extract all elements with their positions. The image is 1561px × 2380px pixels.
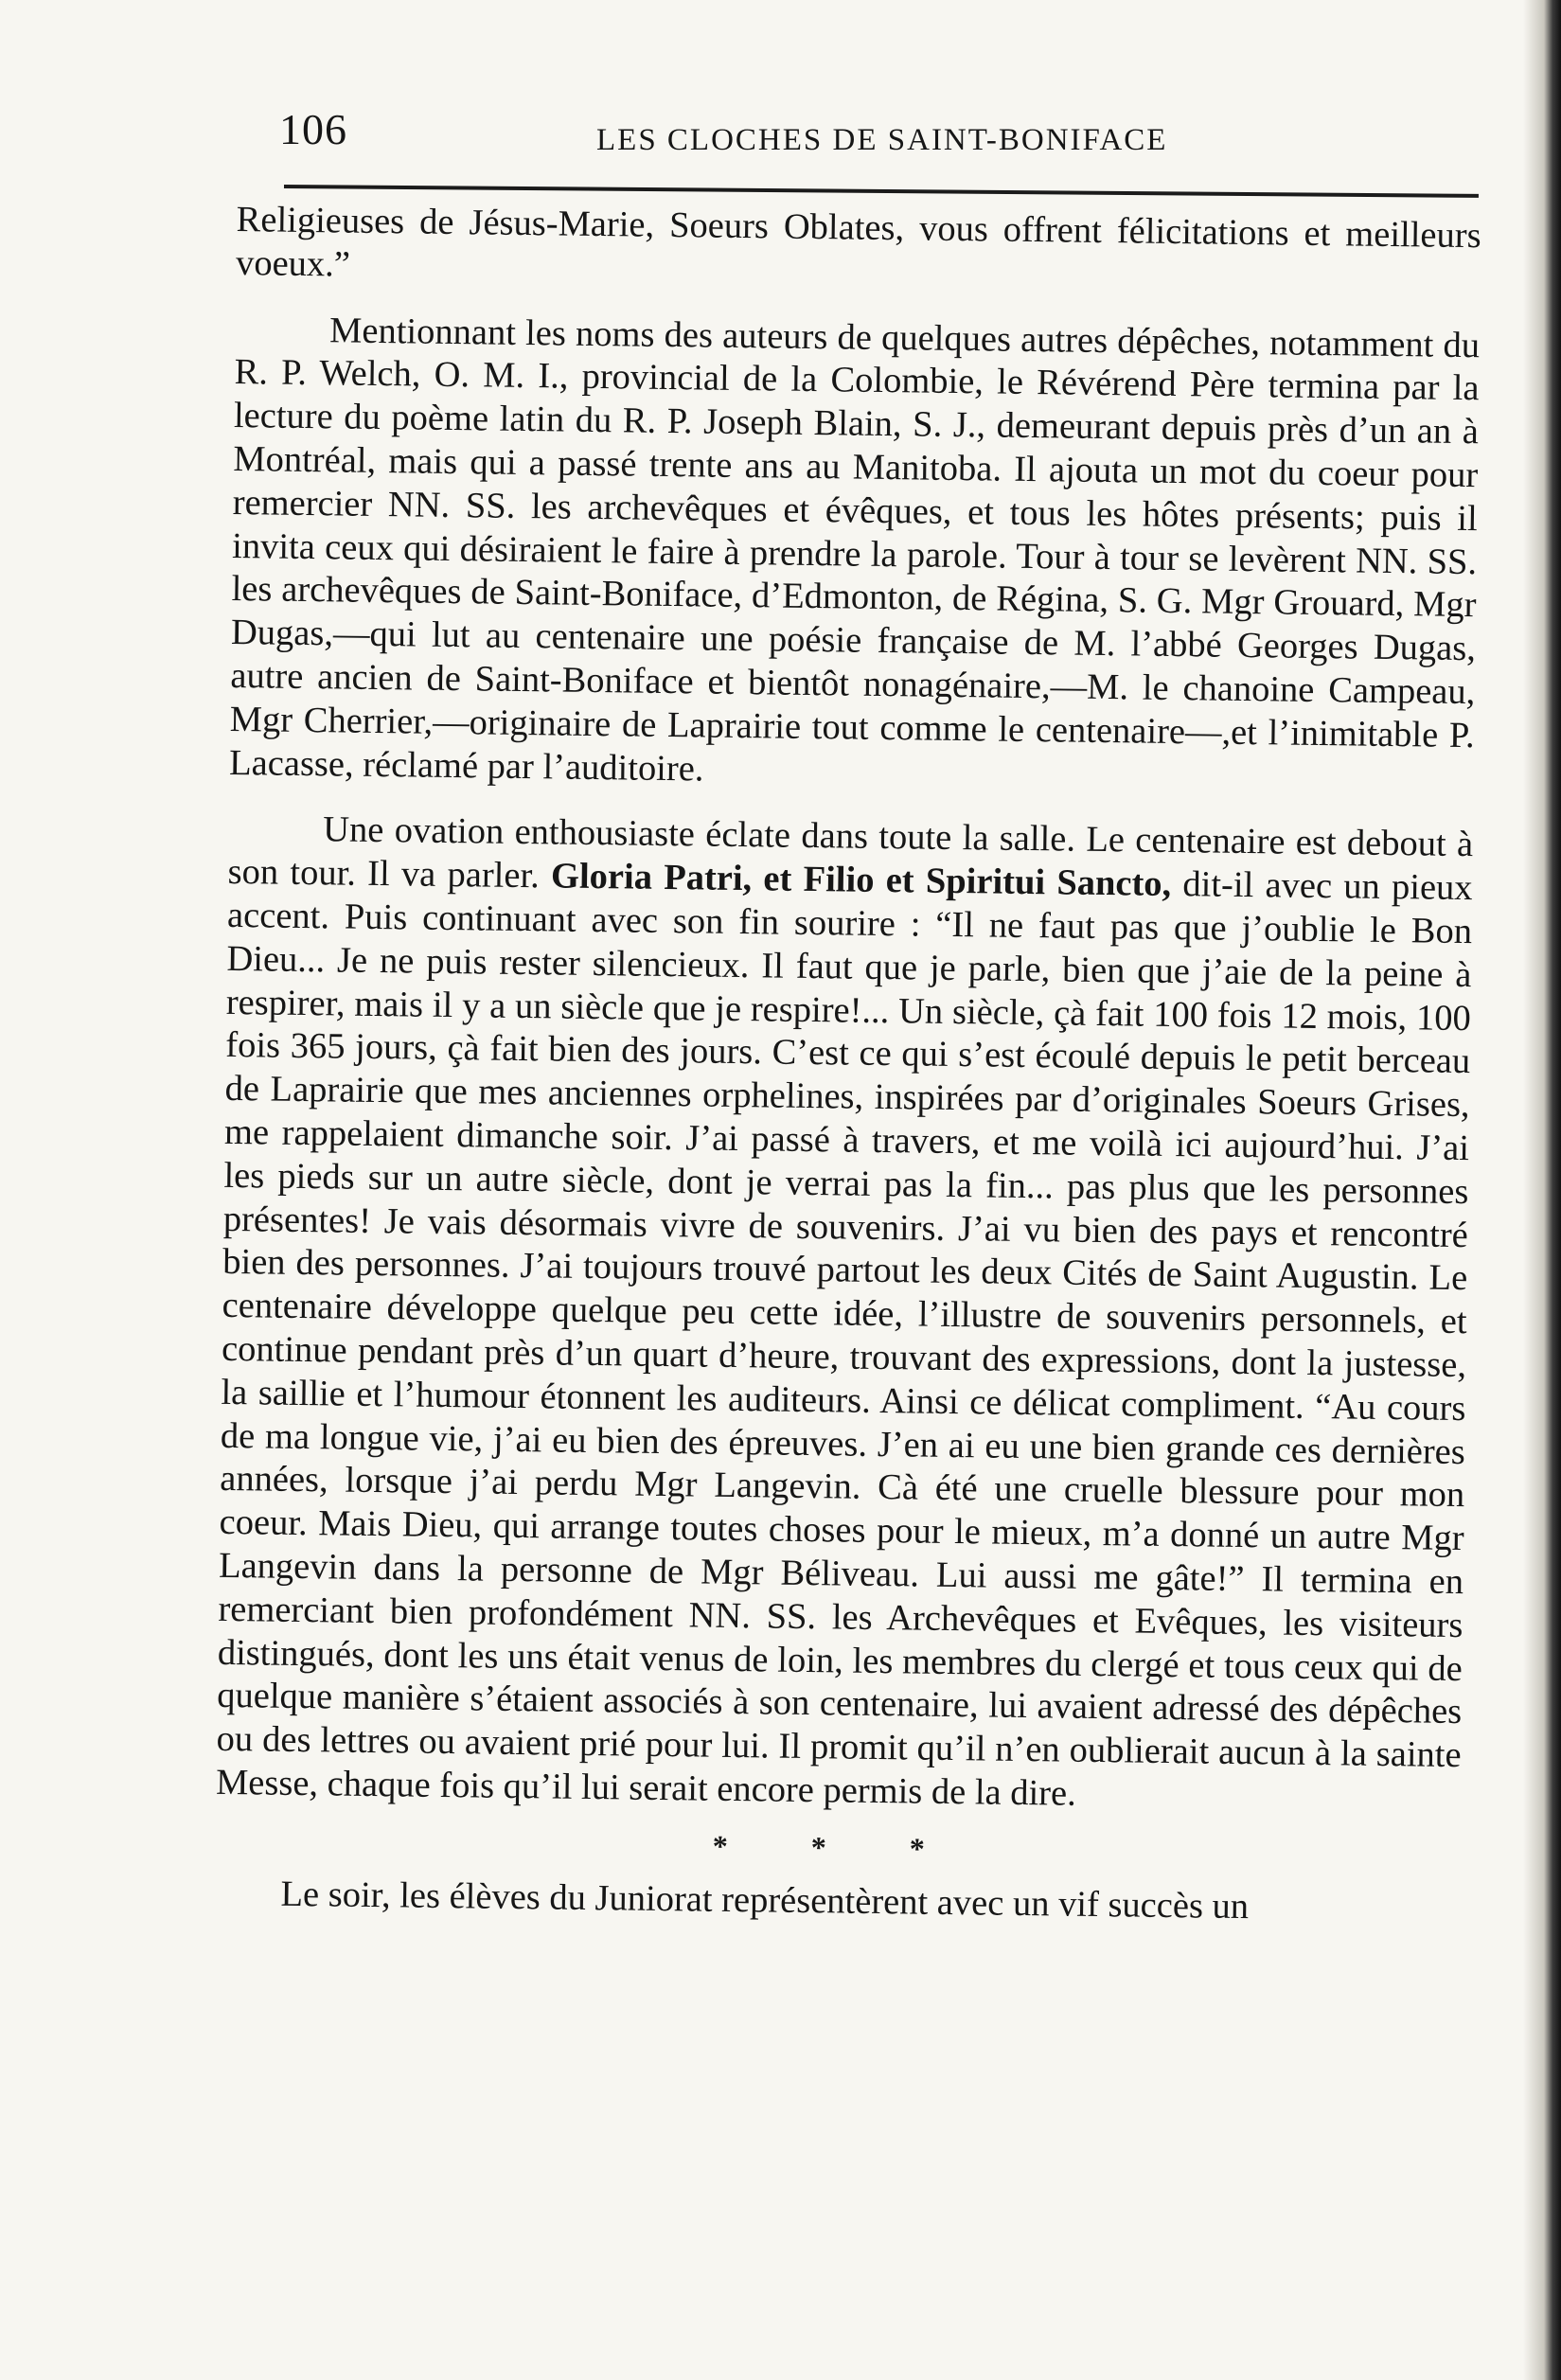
paragraph-dispatches: Mentionnant les noms des auteurs de quelques autres dépêches, notamment du R. P. Welch, O. M. I., provincial de la Colombie, le Révérend Père termina par la lecture du poème latin du R. P. Joseph Blain, S. J., demeurant depuis près d’un an à Montréal, mais qui a passé trente ans au Manitoba. Il ajouta un mot du coeur pour remercier NN. SS. les archevêques et évêques, et tous les hôtes présents; puis il invita ceux qui désiraient le faire à prendre la parole. Tour à tour se levèrent NN. SS. les archevêques de Saint-Boniface, d’Edmonton, de Régina, S. G. Mgr Grouard, Mgr Dugas,—qui lut au centenaire une poésie française de M. l’abbé Georges Dugas, autre ancien de Saint-Boniface et bientôt nonagénaire,—M. le chanoine Campeau, Mgr Cherrier,—originaire de Laprairie tout comme le centenaire—,et l’inimitable P. Lacasse, réclamé par l’auditoire. [228,310,1481,790]
header-rule [284,185,1479,198]
latin-doxology: Gloria Patri, et Filio et Spiritui Sancto, [550,856,1172,905]
page-edge-shadow [1523,0,1561,2380]
ovation-text-start: Une ovation enthousiaste éclate dans toute la salle. Le centenaire est debout à son tour. Il va parler. [227,809,1474,897]
ovation-text-rest: dit-il avec un pieux accent. Puis continuant avec son fin sourire : “Il ne faut pas que j’oublie le Bon Dieu... Je ne puis rester silencieux. Il faut que je parle, bien que j’aie de la peine à respirer, mais il y a un siècle que je respire!... Un siècle, çà fait 100 fois 12 mois, 100 fois 365 jours, çà fait bien des jours. C’est ce qui s’est écoulé depuis le petit berceau de Laprairie que mes anciennes orphelines, inspirées par d’originales Soeurs Grises, me rappelaient dimanche soir. J’ai passé à travers, et me voilà ici aujourd’hui. J’ai les pieds sur un autre siècle, dont je verrai pas la fin... pas plus que les personnes présentes! Je vais désormais vivre de souvenirs. J’ai vu bien des pays et rencontré bien des personnes. J’ai toujours trouvé partout les deux Cités de Saint Augustin. Le centenaire développe quelque peu cette idée, l’illustre de souvenirs personnels, et continue pendant près d’un quart d’heure, trouvant des expressions, dont la justesse, la saillie et l’humour étonnent les auditeurs. Ainsi ce délicat compliment. “Au cours de ma longue vie, j’ai eu bien des épreuves. J’en ai eu une bien grande ces dernières années, lorsque j’ai perdu Mgr Langevin. Cà été une cruelle blessure pour mon coeur. Mais Dieu, qui arrange toutes choses pour le mieux, m’a donné un autre Mgr Langevin dans la personne de Mgr Béliveau. Lui aussi me gâte!” Il termina en remerciant bien profondément NN. SS. les Archevêques et Evêques, les visiteurs distingués, dont les uns était venus de loin, les membres du clergé et tous ceux qui de quelque manière s’étaient associés à son centenaire, lui avaient adressé des dépêches ou des lettres ou avaient prié pour lui. Il promit qu’il n’en oublierait aucun à la sainte Messe, chaque fois qu’il lui serait encore permis de la dire. [215,864,1473,1814]
paragraph-evening: Le soir, les élèves du Juniorat représentèrent avec un vif succès un [280,1874,1250,1927]
running-title: LES CLOCHES DE SAINT-BONIFACE [596,123,1168,157]
section-separator: * * * [712,1828,963,1866]
body-text [214,199,1481,1932]
page-number: 106 [279,105,347,153]
page-header [279,95,1481,180]
paragraph-ovation [216,808,1474,1821]
paragraph-continuation: Religieuses de Jésus-Marie, Soeurs Oblates, vous offrent félicitations et meilleurs voeux.” [235,199,1481,285]
